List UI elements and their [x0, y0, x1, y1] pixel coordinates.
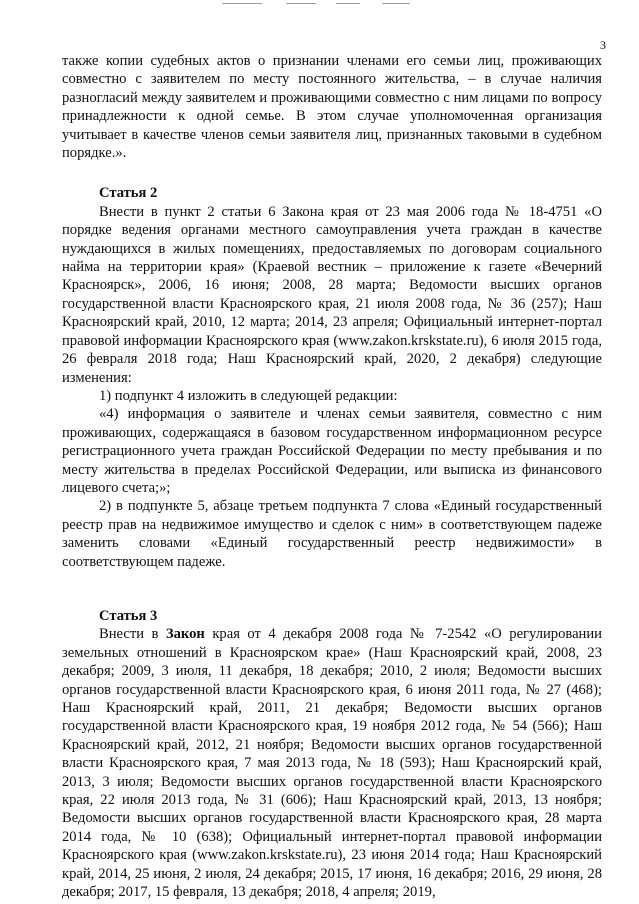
article-3-bold-law: Закон: [165, 626, 205, 643]
article-3-heading: Статья 3: [99, 607, 158, 624]
article-3-text-rest: края от 4 декабря 2008 года № 7-2542 «О регулировании земельных отношений в Красноярском крае» (Наш Красноярский край, 2008, 23 декабря; 2009, 3 июля, 11 декабря, 18 декабря; 2010, 2 июля; Ведомости высших органов государственной власти Красноярского края, 6 июня 2011 года, № 27 (468); Наш Красноярский край, 2011, 21 декабря; Ведомости высших органов государственной власти Красноярского края, 19 ноября 2012 года, № 54 (566); Наш Красноярский край, 2012, 21 ноября; Ведомости высших органов государственной власти Красноярского края, 7 мая 2013 года, № 18 (593); Наш Красноярский край, 2013, 3 июля; Ведомости высших органов государственной власти Красноярского края, 22 июля 2013 года, № 31 (606); Наш Красноярский край, 2013, 13 ноября; Ведомости высших органов государственной власти Красноярского края, 28 марта 2014 года, № 10 (638); Официальный интернет-портал правовой информации Красноярского края (www.zakon.krskstate.ru), 23 июня 2014 года; Наш Красноярский край, 2014, 25 июня, 2 июля, 24 декабря; 2015, 17 июня, 16 декабря; 2016, 29 июня, 28 декабря; 2017, 15 февраля, 13 декабря; 2018, 4 апреля; 2019,: [62, 626, 602, 901]
intro-paragraph: также копии судебных актов о признании членами его семьи лиц, проживающих совместно с заявителем по месту постоянного жительства, – в случае наличия разногласий между заявителем и проживающими совместно с ним лицами по вопросу принадлежности к одной семье. В этом случае уполномоченная организация учитывает в качестве членов семьи заявителя лиц, признанных таковыми в судебном порядке.».: [62, 53, 602, 162]
article-3-text-start: Внести в: [99, 626, 166, 643]
scan-top-edge: [0, 0, 639, 8]
article-2-item-1-text: «4) информация о заявителе и членах семьи заявителя, совместно с ним проживающих, содержащаяся в базовом государственном информационном ресурсе регистрационного учета граждан Российской Федерации по месту пребывания и по месту жительства в пределах Российской Федерации, или выписка из финансового лицевого счета;»;: [62, 406, 602, 496]
document-body: [62, 52, 602, 901]
page-number: 3: [600, 38, 606, 52]
article-2-heading: Статья 2: [99, 185, 158, 202]
article-2-item-2-text: 2) в подпункте 5, абзаце третьем подпункта 7 слова «Единый государственный реестр прав на недвижимое имущество и сделок с ним» в соответствующем падеже заменить словами «Единый государственный реестр недвижимости» в соответствующем падеже.: [62, 498, 602, 570]
article-2-intro: Внести в пункт 2 статьи 6 Закона края от 23 мая 2006 года № 18-4751 «О порядке ведения органами местного самоуправления учета граждан в качестве нуждающихся в жилых помещениях, предоставляемых по договорам социального найма на территории края» (Краевой вестник – приложение к газете «Вечерний Красноярск», 2006, 16 июня; 2008, 28 марта; Ведомости высших органов государственной власти Красноярского края, 21 июля 2008 года, № 36 (257); Наш Красноярский край, 2010, 12 марта; 2014, 23 апреля; Официальный интернет-портал правовой информации Красноярского края (www.zakon.krskstate.ru), 6 июля 2015 года, 26 февраля 2018 года; Наш Красноярский край, 2020, 2 декабря) следующие изменения:: [62, 203, 602, 386]
article-2-item-1-label: 1) подпункт 4 изложить в следующей редакции:: [99, 387, 398, 404]
article-3-text: [62, 625, 602, 901]
